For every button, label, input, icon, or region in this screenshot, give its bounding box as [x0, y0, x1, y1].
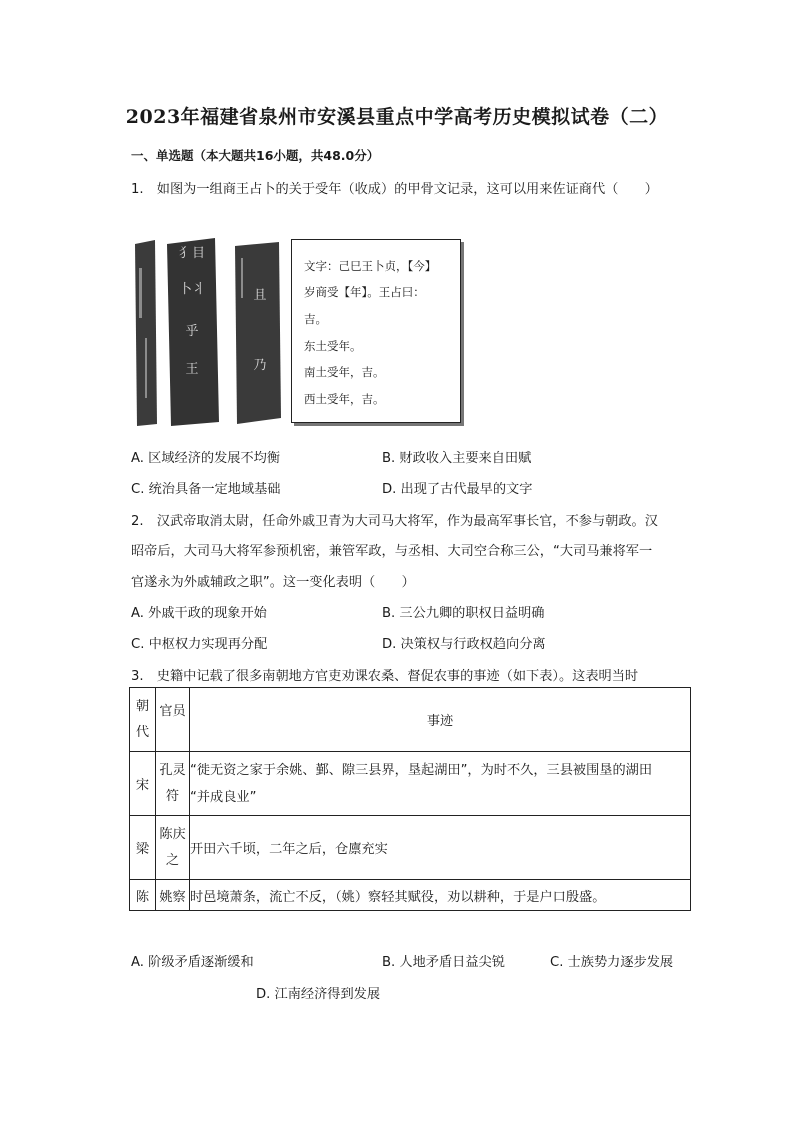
q1-option-b[interactable]: B. 财政收入主要来自田赋 [382, 451, 532, 466]
q3-option-b[interactable]: B. 人地矛盾日益尖锐 [382, 955, 505, 970]
q1-option-a[interactable]: A. 区域经济的发展不均衡 [131, 451, 281, 466]
header-dynasty: 朝 代 [130, 688, 156, 752]
inscription-line: 西土受年，吉。 [304, 392, 385, 406]
deeds-table [129, 687, 691, 911]
inscription-line: 南土受年，吉。 [304, 365, 385, 379]
q3-option-d[interactable]: D. 江南经济得到发展 [256, 987, 381, 1002]
row-official: 姚察 [156, 880, 190, 911]
header-deeds: 事迹 [190, 688, 691, 752]
q1-option-c[interactable]: C. 统治具备一定地域基础 [131, 482, 281, 497]
q3-option-a[interactable]: A. 阶级矛盾逐渐缓和 [131, 955, 254, 970]
q1-stem: 1. 如图为一组商王占卜的关于受年（收成）的甲骨文记录，这可以用来佐证商代（ ） [131, 182, 658, 197]
inscription-line: 吉。 [304, 312, 327, 326]
header-official: 官员 [156, 688, 190, 752]
bone-glyph: 乎 [185, 324, 199, 339]
oracle-bone-figure [131, 238, 287, 428]
bone-glyph: 卜丬 [178, 282, 205, 297]
bone-glyph: 且 [253, 288, 267, 303]
row-dynasty: 陈 [130, 880, 156, 911]
q2-option-d[interactable]: D. 决策权与行政权趋向分离 [382, 637, 546, 652]
q2-option-a[interactable]: A. 外戚干政的现象开始 [131, 606, 267, 621]
q2-stem-line: 2. 汉武帝取消太尉，任命外戚卫青为大司马大将军，作为最高军事长官，不参与朝政。汉 [131, 514, 658, 529]
table-row [130, 816, 691, 880]
q2-stem-line: 昭帝后，大司马大将军参预机密，兼管军政，与丞相、大司空合称三公，“大司马兼将军一 [131, 544, 653, 559]
inscription-line: 东土受年。 [304, 339, 362, 353]
bone-glyph: 王 [185, 362, 199, 377]
row-deeds: 时邑境萧条，流亡不反，（姚）察轻其赋役，劝以耕种，于是户口殷盛。 [190, 880, 691, 911]
inscription-line: 岁商受【年】。王占曰： [304, 285, 425, 299]
q2-option-b[interactable]: B. 三公九卿的职权日益明确 [382, 606, 545, 621]
row-deeds: “徙无资之家于余姚、鄞、隙三县界，垦起湖田”，为时不久，三县被围垦的湖田 “并成良业” [190, 752, 691, 816]
row-dynasty: 梁 [130, 816, 156, 880]
q2-stem-line: 官遂永为外戚辅政之职”。这一变化表明（ ） [131, 575, 415, 590]
row-official: 孔灵 符 [156, 752, 190, 816]
section-heading: 一、单选题（本大题共16小题，共48.0分） [131, 148, 380, 163]
row-official: 陈庆 之 [156, 816, 190, 880]
q2-option-c[interactable]: C. 中枢权力实现再分配 [131, 637, 268, 652]
bone-glyph: 乃 [253, 358, 267, 373]
oracle-bone-image [131, 238, 287, 428]
inscription-line: 文字：己巳王卜贞，【今】 [304, 259, 437, 273]
page-title: 2023年福建省泉州市安溪县重点中学高考历史模拟试卷（二） [125, 106, 669, 128]
q3-stem: 3. 史籍中记载了很多南朝地方官吏劝课农桑、督促农事的事迹（如下表）。这表明当时 [131, 669, 639, 684]
inscription-textbox [291, 239, 461, 423]
q3-option-c[interactable]: C. 士族势力逐步发展 [550, 955, 674, 970]
row-deeds: 开田六千顷，二年之后，仓廪充实 [190, 816, 691, 880]
q1-option-d[interactable]: D. 出现了古代最早的文字 [382, 482, 533, 497]
bone-glyph: 犭目 [178, 246, 205, 261]
table-header-row [130, 688, 691, 752]
table-row [130, 880, 691, 911]
table-row [130, 752, 691, 816]
row-dynasty: 宋 [130, 752, 156, 816]
